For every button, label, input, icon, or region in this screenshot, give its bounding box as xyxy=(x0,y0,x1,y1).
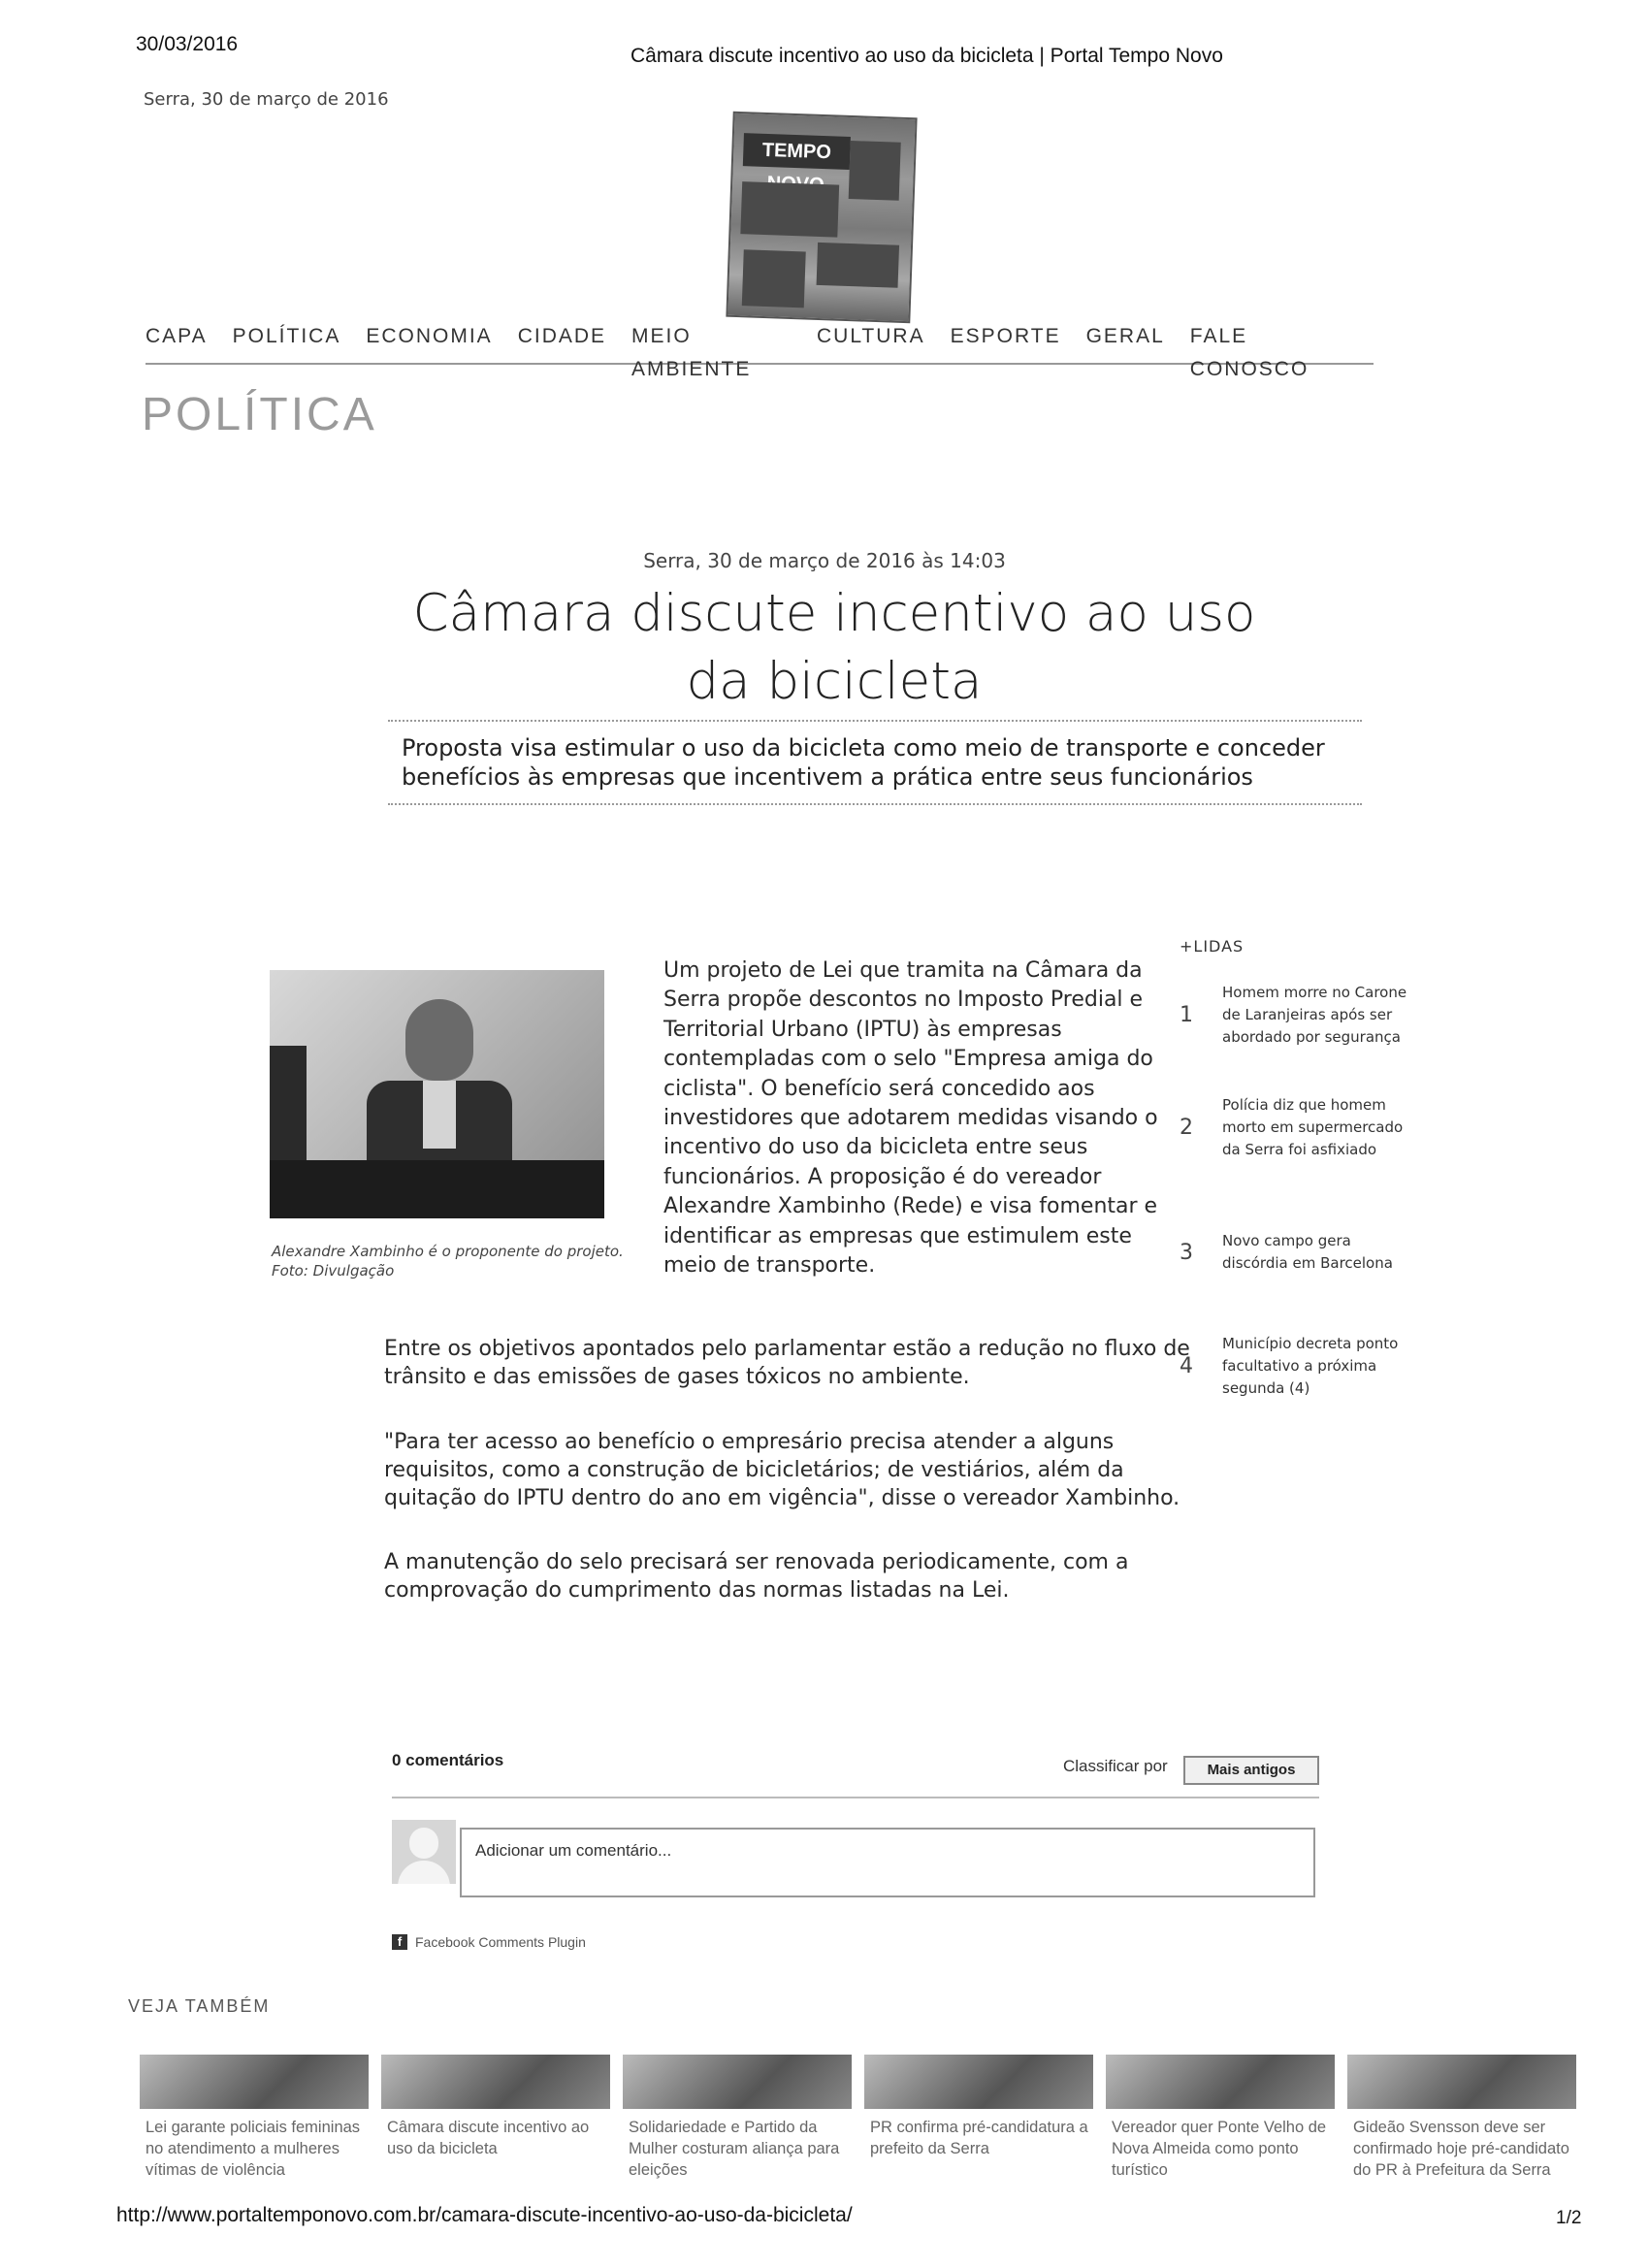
see-also-card[interactable] xyxy=(381,2055,610,2200)
see-also-card-title[interactable]: PR confirma pré-candidatura a prefeito da Serra xyxy=(870,2119,1088,2157)
article-subtitle: Proposta visa estimular o uso da bicicleta como meio de transporte e conceder benefícios às empresas que incentivem a prática entre seus funcionários xyxy=(388,720,1362,805)
facebook-plugin[interactable] xyxy=(392,1934,586,1950)
site-dateline: Serra, 30 de março de 2016 xyxy=(144,89,389,110)
sort-select[interactable]: Mais antigos xyxy=(1183,1756,1319,1785)
article-lead: Um projeto de Lei que tramita na Câmara da Serra propõe descontos no Imposto Predial e Territorial Urbano (IPTU) às empresas contempladas com o selo "Empresa amiga do ciclista". O benefício será concedido aos investidores que adotarem medidas visando o incentivo do uso da bicicleta entre seus funcionários. A proposição é do vereador Alexandre Xambinho (Rede) e visa fomentar e identificar as empresas que estimulem este meio de transporte. xyxy=(663,958,1158,1279)
most-read-link[interactable]: Polícia diz que homem morto em supermercado da Serra foi asfixiado xyxy=(1222,1096,1404,1158)
photo-monitor xyxy=(270,1046,307,1168)
nav-item-capa[interactable]: CAPA xyxy=(146,325,208,347)
photo-caption xyxy=(272,1242,640,1280)
print-page-number: 1/2 xyxy=(1556,2208,1582,2228)
logo-photo-block xyxy=(849,141,901,201)
print-date: 30/03/2016 xyxy=(136,33,239,55)
print-url: http://www.portaltemponovo.com.br/camara-discute-incentivo-ao-uso-da-bicicleta/ xyxy=(116,2204,853,2226)
comments-divider xyxy=(392,1797,1319,1798)
see-also-thumbnail[interactable] xyxy=(381,2055,610,2109)
see-also-card[interactable] xyxy=(864,2055,1093,2200)
see-also-card-title[interactable]: Câmara discute incentivo ao uso da bicicleta xyxy=(387,2119,590,2157)
article-date: Serra, 30 de março de 2016 às 14:03 xyxy=(643,549,1006,572)
comment-input[interactable]: Adicionar um comentário... xyxy=(460,1828,1315,1897)
logo-text: TEMPO xyxy=(743,133,851,170)
see-also-card[interactable] xyxy=(140,2055,369,2200)
print-page-title: Câmara discute incentivo ao uso da bicicleta | Portal Tempo Novo xyxy=(630,45,1223,67)
logo-photo-block xyxy=(817,243,899,288)
see-also-card-title[interactable]: Solidariedade e Partido da Mulher costuram aliança para eleições xyxy=(629,2119,840,2179)
main-nav xyxy=(146,320,1374,380)
nav-item-economia[interactable]: ECONOMIA xyxy=(366,325,493,347)
most-read-item[interactable] xyxy=(1180,1094,1412,1161)
most-read-number: 1 xyxy=(1180,1003,1193,1027)
see-also-thumbnail[interactable] xyxy=(623,2055,852,2109)
article-paragraph: A manutenção do selo precisará ser renovada periodicamente, com a comprovação do cumprimento das normas listadas na Lei. xyxy=(384,1550,1129,1603)
most-read-number: 2 xyxy=(1180,1116,1193,1140)
section-title: POLÍTICA xyxy=(142,389,377,440)
article-paragraph: "Para ter acesso ao benefício o empresário precisa atender a alguns requisitos, como a construção de bicicletários; de vestiários, além da quitação do IPTU dentro do ano em vigência", disse o vereador Xambinho. xyxy=(384,1430,1180,1510)
most-read-item[interactable] xyxy=(1180,1333,1412,1400)
comments-count: 0 comentários xyxy=(392,1751,504,1769)
most-read-item[interactable] xyxy=(1180,1230,1412,1275)
see-also-card-title[interactable]: Vereador quer Ponte Velho de Nova Almeida como ponto turístico xyxy=(1112,2119,1327,2179)
most-read-number: 3 xyxy=(1180,1240,1193,1265)
most-read-link[interactable]: Município decreta ponto facultativo a próxima segunda (4) xyxy=(1222,1335,1399,1397)
logo-photo-block xyxy=(740,181,839,237)
article-photo xyxy=(270,970,604,1218)
see-also-card[interactable] xyxy=(1347,2055,1576,2200)
see-also-thumbnail[interactable] xyxy=(864,2055,1093,2109)
avatar xyxy=(392,1820,456,1884)
most-read-title: +LIDAS xyxy=(1180,937,1245,956)
see-also-card-title[interactable]: Lei garante policiais femininas no atendimento a mulheres vítimas de violência xyxy=(146,2119,361,2179)
see-also-card-title[interactable]: Gideão Svensson deve ser confirmado hoje pré-candidato do PR à Prefeitura da Serra xyxy=(1353,2119,1569,2179)
see-also-title: VEJA TAMBÉM xyxy=(128,1996,271,2016)
most-read-link[interactable]: Novo campo gera discórdia em Barcelona xyxy=(1222,1232,1393,1272)
nav-item-esporte[interactable]: ESPORTE xyxy=(950,325,1061,347)
article-paragraph: Entre os objetivos apontados pelo parlamentar estão a redução no fluxo de trânsito e das emissões de gases tóxicos no ambiente. xyxy=(384,1337,1190,1389)
newspaper-logo[interactable] xyxy=(726,112,917,324)
article-headline: Câmara discute incentivo ao uso da bicicleta xyxy=(412,584,1256,711)
see-also-thumbnail[interactable] xyxy=(140,2055,369,2109)
nav-item-fale-conosco[interactable]: FALE CONOSCO xyxy=(1189,325,1310,380)
sort-label: Classificar por xyxy=(1063,1757,1168,1775)
nav-item-cultura[interactable]: CULTURA xyxy=(816,325,925,347)
nav-item-politica[interactable]: POLÍTICA xyxy=(232,325,341,347)
see-also-card[interactable] xyxy=(623,2055,852,2200)
see-also-thumbnail[interactable] xyxy=(1347,2055,1576,2109)
nav-item-meio-ambiente[interactable]: MEIO AMBIENTE xyxy=(631,325,752,380)
photo-credit: Foto: Divulgação xyxy=(272,1262,395,1280)
most-read-number: 4 xyxy=(1180,1354,1193,1378)
most-read-link[interactable]: Homem morre no Carone de Laranjeiras após ser abordado por segurança xyxy=(1222,984,1407,1046)
photo-desk xyxy=(270,1160,604,1218)
logo-photo-block xyxy=(742,249,806,308)
nav-item-cidade[interactable]: CIDADE xyxy=(517,325,607,347)
facebook-plugin-label: Facebook Comments Plugin xyxy=(415,1934,586,1950)
most-read-item[interactable] xyxy=(1180,982,1412,1049)
nav-item-geral[interactable]: GERAL xyxy=(1085,325,1165,347)
see-also-thumbnail[interactable] xyxy=(1106,2055,1335,2109)
see-also-card[interactable] xyxy=(1106,2055,1335,2200)
facebook-icon: f xyxy=(392,1934,407,1950)
photo-caption-text: Alexandre Xambinho é o proponente do projeto. xyxy=(272,1243,624,1260)
